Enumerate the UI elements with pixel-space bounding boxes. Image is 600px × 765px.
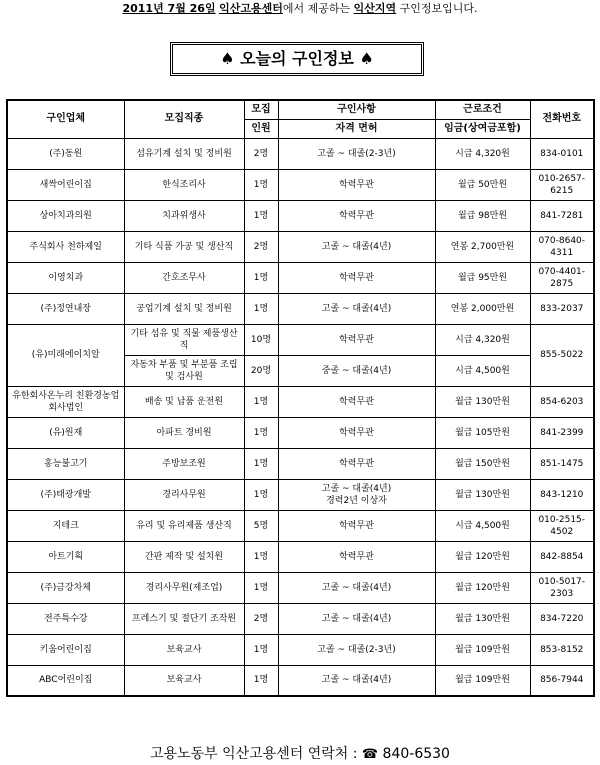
phone-cell: 834-7220 <box>530 603 594 634</box>
company-cell: ABC어린이집 <box>7 665 124 696</box>
phone-cell: 010-2657-6215 <box>530 169 594 200</box>
intro-mid: 에서 제공하는 <box>282 2 351 15</box>
wage-cell: 시급 4,320원 <box>435 138 530 169</box>
company-cell: 홍능불고기 <box>7 448 124 479</box>
header-cond: 근로조건 <box>435 100 530 119</box>
job-cell: 아파트 경비원 <box>124 417 244 448</box>
phone-cell: 851-1475 <box>530 448 594 479</box>
job-table-wrap <box>6 99 593 697</box>
wage-cell: 시급 4,320원 <box>435 324 530 355</box>
count-cell: 1명 <box>244 169 278 200</box>
wage-cell: 월급 130만원 <box>435 479 530 510</box>
req-cell: 학력무관 <box>278 510 435 541</box>
table-row <box>7 634 594 665</box>
job-cell: 배송 및 납품 운전원 <box>124 386 244 417</box>
wage-cell: 월급 109만원 <box>435 665 530 696</box>
table-row <box>7 510 594 541</box>
count-cell: 1명 <box>244 541 278 572</box>
phone-cell: 854-6203 <box>530 386 594 417</box>
page-title: 오늘의 구인정보 <box>240 49 354 68</box>
phone-cell: 834-0101 <box>530 138 594 169</box>
count-cell: 10명 <box>244 324 278 355</box>
req-cell: 고졸 ~ 대졸(4년) <box>278 572 435 603</box>
intro-region: 익산지역 <box>353 2 397 15</box>
wage-cell: 월급 130만원 <box>435 386 530 417</box>
req-cell: 고졸 ~ 대졸(2-3년) <box>278 138 435 169</box>
header-company: 구인업체 <box>7 100 124 138</box>
count-cell: 2명 <box>244 138 278 169</box>
table-row <box>7 293 594 324</box>
header-count-top: 모집 <box>244 100 278 119</box>
job-table <box>6 99 595 697</box>
phone-cell: 833-2037 <box>530 293 594 324</box>
count-cell: 1명 <box>244 479 278 510</box>
spade-right-icon: ♠ <box>359 49 374 68</box>
phone-cell: 842-8854 <box>530 541 594 572</box>
wage-cell: 시급 4,500원 <box>435 355 530 386</box>
footer-contact <box>0 745 600 764</box>
req-line-1: 고졸 ~ 대졸(4년) <box>321 483 392 494</box>
wage-cell: 월급 150만원 <box>435 448 530 479</box>
table-row <box>7 324 594 355</box>
table-row <box>7 448 594 479</box>
req-cell: 고졸 ~ 대졸(4년) <box>278 603 435 634</box>
wage-cell: 월급 120만원 <box>435 541 530 572</box>
company-cell: 전주특수강 <box>7 603 124 634</box>
phone-cell: 843-1210 <box>530 479 594 510</box>
footer-text: 고용노동부 익산고용센터 연락처 : <box>150 746 362 762</box>
job-cell: 보육교사 <box>124 634 244 665</box>
job-cell: 보육교사 <box>124 665 244 696</box>
req-cell: 고졸 ~ 대졸(4년) <box>278 231 435 262</box>
req-cell: 학력무관 <box>278 169 435 200</box>
count-cell: 1명 <box>244 417 278 448</box>
job-cell: 섬유기계 설치 및 정비원 <box>124 138 244 169</box>
job-cell: 기타 섬유 및 직물 제품생산직 <box>124 324 244 355</box>
req-cell: 고졸 ~ 대졸(2-3년) <box>278 634 435 665</box>
table-row <box>7 262 594 293</box>
company-cell: 상아치과의원 <box>7 200 124 231</box>
intro-date: 2011년 7월 26일 <box>122 2 216 15</box>
phone-cell: 010-5017-2303 <box>530 572 594 603</box>
header-count-bottom: 인원 <box>244 119 278 138</box>
job-cell: 기타 식품 가공 및 생산직 <box>124 231 244 262</box>
job-cell: 경리사무원 <box>124 479 244 510</box>
job-cell: 유리 및 유리제품 생산직 <box>124 510 244 541</box>
req-cell: 고졸 ~ 대졸(4년) <box>278 665 435 696</box>
wage-cell: 연봉 2,700만원 <box>435 231 530 262</box>
req-cell: 학력무관 <box>278 386 435 417</box>
table-row <box>7 138 594 169</box>
req-cell: 학력무관 <box>278 262 435 293</box>
phone-cell: 070-8640-4311 <box>530 231 594 262</box>
table-row <box>7 541 594 572</box>
company-cell: 새싹어린이집 <box>7 169 124 200</box>
phone-cell: 010-2515-4502 <box>530 510 594 541</box>
footer-phone: 840-6530 <box>382 746 450 762</box>
intro-center: 익산고용센터 <box>219 2 283 15</box>
company-cell: (유)원재 <box>7 417 124 448</box>
company-cell: 키움어린이집 <box>7 634 124 665</box>
page-title-box <box>170 42 424 76</box>
count-cell: 1명 <box>244 293 278 324</box>
company-cell: (주)정연내장 <box>7 293 124 324</box>
count-cell: 1명 <box>244 448 278 479</box>
count-cell: 1명 <box>244 634 278 665</box>
wage-cell: 연봉 2,000만원 <box>435 293 530 324</box>
req-cell: 학력무관 <box>278 541 435 572</box>
table-row <box>7 200 594 231</box>
wage-cell: 월급 105만원 <box>435 417 530 448</box>
phone-cell: 841-7281 <box>530 200 594 231</box>
table-row <box>7 665 594 696</box>
wage-cell: 월급 50만원 <box>435 169 530 200</box>
job-cell: 주방보조원 <box>124 448 244 479</box>
company-cell: 이영치과 <box>7 262 124 293</box>
header-req-sub: 자격 면허 <box>278 119 435 138</box>
job-cell: 치과위생사 <box>124 200 244 231</box>
job-cell: 간호조무사 <box>124 262 244 293</box>
req-cell: 학력무관 <box>278 324 435 355</box>
req-cell: 학력무관 <box>278 417 435 448</box>
count-cell: 1명 <box>244 262 278 293</box>
count-cell: 1명 <box>244 665 278 696</box>
wage-cell: 월급 130만원 <box>435 603 530 634</box>
job-cell: 경리사무원(제조업) <box>124 572 244 603</box>
wage-cell: 월급 98만원 <box>435 200 530 231</box>
company-cell: 유한회사온누리 친환경농업회사법인 <box>7 386 124 417</box>
phone-cell: 070-4401-2875 <box>530 262 594 293</box>
header-phone: 전화번호 <box>530 100 594 138</box>
count-cell: 1명 <box>244 572 278 603</box>
table-row <box>7 386 594 417</box>
phone-cell: 856-7944 <box>530 665 594 696</box>
req-line-2: 경력2년 이상자 <box>326 495 387 506</box>
wage-cell: 월급 95만원 <box>435 262 530 293</box>
req-cell: 중졸 ~ 대졸(4년) <box>278 355 435 386</box>
table-row <box>7 169 594 200</box>
table-row <box>7 231 594 262</box>
company-cell: (주)동원 <box>7 138 124 169</box>
header-job: 모집직종 <box>124 100 244 138</box>
table-row <box>7 603 594 634</box>
header-cond-sub: 임금(상여금포함) <box>435 119 530 138</box>
count-cell: 1명 <box>244 386 278 417</box>
req-cell: 학력무관 <box>278 448 435 479</box>
table-row <box>7 572 594 603</box>
company-cell: (주)금강차체 <box>7 572 124 603</box>
count-cell: 5명 <box>244 510 278 541</box>
wage-cell: 월급 120만원 <box>435 572 530 603</box>
job-cell: 한식조리사 <box>124 169 244 200</box>
company-cell: 주식회사 천하제일 <box>7 231 124 262</box>
count-cell: 1명 <box>244 200 278 231</box>
spade-left-icon: ♠ <box>220 49 235 68</box>
count-cell: 2명 <box>244 603 278 634</box>
job-cell: 프레스기 및 절단기 조작원 <box>124 603 244 634</box>
table-row <box>7 479 594 510</box>
header-req: 구인사항 <box>278 100 435 119</box>
count-cell: 2명 <box>244 231 278 262</box>
company-cell: 아트기획 <box>7 541 124 572</box>
intro-line <box>0 2 600 16</box>
job-cell: 공업기계 설치 및 정비원 <box>124 293 244 324</box>
phone-cell: 841-2399 <box>530 417 594 448</box>
job-cell: 자동차 부품 및 부분품 조립 및 검사원 <box>124 355 244 386</box>
company-cell: 지테크 <box>7 510 124 541</box>
wage-cell: 시급 4,500원 <box>435 510 530 541</box>
company-cell: (주)태광개발 <box>7 479 124 510</box>
phone-cell: 853-8152 <box>530 634 594 665</box>
phone-icon: ☎ <box>361 747 379 762</box>
req-cell: 학력무관 <box>278 200 435 231</box>
req-cell: 고졸 ~ 대졸(4년) <box>278 293 435 324</box>
company-cell: (유)미래에이치알 <box>7 324 124 386</box>
intro-tail: 구인정보입니다. <box>399 2 478 15</box>
job-cell: 간판 제작 및 설치원 <box>124 541 244 572</box>
count-cell: 20명 <box>244 355 278 386</box>
wage-cell: 월급 109만원 <box>435 634 530 665</box>
req-cell <box>278 479 435 510</box>
phone-cell: 855-5022 <box>530 324 594 386</box>
table-row <box>7 417 594 448</box>
